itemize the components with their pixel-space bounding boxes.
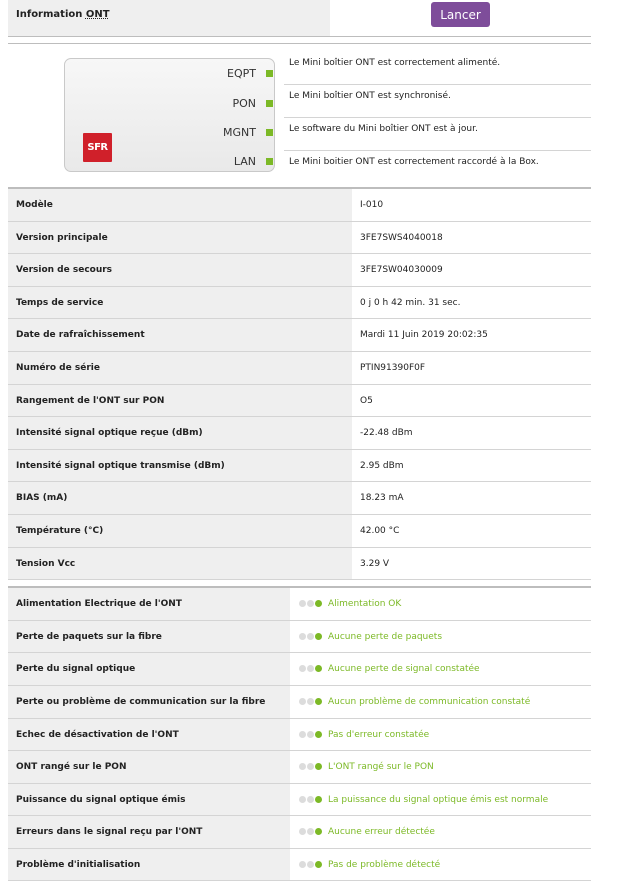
led-lan-indicator [266, 158, 273, 165]
table-row [8, 319, 591, 352]
led-desc-lan: Le Mini boitier ONT est correctement raccordé à la Box. [289, 157, 539, 167]
led-label-lan: LAN [233, 155, 256, 168]
ont-abbr: ONT [85, 9, 110, 20]
row-key: Tension Vcc [8, 548, 352, 580]
status-key: Perte de paquets sur la fibre [8, 621, 290, 653]
status-ok-icon [299, 698, 323, 706]
led-desc-mgnt: Le software du Mini boîtier ONT est à jour. [284, 118, 591, 151]
table-row [8, 254, 591, 287]
row-key: Temps de service [8, 287, 352, 319]
row-value: -22.48 dBm [360, 428, 413, 439]
led-desc-pon: Le Mini boîtier ONT est synchronisé. [284, 85, 591, 118]
status-value: Aucune erreur détectée [328, 827, 435, 838]
row-value: 3FE7SW04030009 [360, 265, 443, 276]
led-mgnt-indicator [266, 129, 273, 136]
status-key: Erreurs dans le signal reçu par l'ONT [8, 816, 290, 848]
status-value: Aucune perte de signal constatée [328, 664, 480, 675]
status-value: L'ONT rangé sur le PON [328, 762, 434, 773]
table-row [8, 189, 591, 222]
table-row [8, 482, 591, 515]
led-eqpt-indicator [266, 70, 273, 77]
table-row [8, 352, 591, 385]
status-value: La puissance du signal optique émis est normale [328, 794, 549, 805]
row-key: Modèle [8, 189, 352, 221]
status-key: Perte du signal optique [8, 653, 290, 685]
led-label-eqpt: EQPT [227, 67, 256, 80]
row-value: 18.23 mA [360, 493, 404, 504]
status-row [8, 686, 591, 719]
ont-device-illustration [64, 58, 275, 172]
row-value: Mardi 11 Juin 2019 20:02:35 [360, 330, 488, 341]
table-row [8, 417, 591, 450]
row-value: 42.00 °C [360, 525, 400, 536]
status-key: Puissance du signal optique émis [8, 784, 290, 816]
row-value: 3.29 V [360, 558, 390, 569]
row-value: 0 j 0 h 42 min. 31 sec. [360, 297, 461, 308]
table-row [8, 222, 591, 255]
led-label-mgnt: MGNT [223, 126, 256, 139]
status-row [8, 849, 591, 881]
ont-info-table [8, 187, 591, 580]
status-value: Pas d'erreur constatée [328, 729, 430, 740]
status-ok-icon [299, 861, 323, 869]
table-row [8, 385, 591, 418]
table-row [8, 287, 591, 320]
ont-info-panel [8, 0, 591, 881]
table-row [8, 515, 591, 548]
status-ok-icon [299, 731, 323, 739]
led-label-pon: PON [232, 97, 256, 110]
status-row [8, 719, 591, 752]
status-row [8, 816, 591, 849]
status-ok-icon [299, 763, 323, 771]
row-value: 3FE7SWS4040018 [360, 232, 443, 243]
status-key: Echec de désactivation de l'ONT [8, 719, 290, 751]
table-row [8, 450, 591, 483]
row-key: Numéro de série [8, 352, 352, 384]
row-key: Rangement de l'ONT sur PON [8, 385, 352, 417]
row-value: PTIN91390F0F [360, 362, 426, 373]
status-key: Perte ou problème de communication sur la fibre [8, 686, 290, 718]
row-key: Date de rafraîchissement [8, 319, 352, 351]
launch-button[interactable]: Lancer [431, 2, 490, 27]
status-ok-icon [299, 600, 323, 608]
ont-status-table [8, 586, 591, 881]
led-desc-eqpt: Le Mini boîtier ONT est correctement alimenté. [284, 52, 591, 85]
row-key: Température (°C) [8, 515, 352, 547]
table-row [8, 548, 591, 581]
status-value: Alimentation OK [328, 599, 402, 610]
row-key: Intensité signal optique transmise (dBm) [8, 450, 352, 482]
status-value: Aucune perte de paquets [328, 631, 443, 642]
status-value: Aucun problème de communication constaté [328, 696, 531, 707]
status-row [8, 784, 591, 817]
status-row [8, 751, 591, 784]
row-value: O5 [360, 395, 373, 406]
status-value: Pas de problème détecté [328, 859, 441, 870]
status-ok-icon [299, 665, 323, 673]
ont-header [8, 0, 591, 37]
ont-info-label [8, 0, 330, 36]
status-ok-icon [299, 828, 323, 836]
row-key: Version principale [8, 222, 352, 254]
led-pon-indicator [266, 100, 273, 107]
row-key: BIAS (mA) [8, 482, 352, 514]
status-key: Alimentation Electrique de l'ONT [8, 588, 290, 620]
sfr-logo: SFR [83, 133, 112, 162]
status-ok-icon [299, 796, 323, 804]
row-key: Version de secours [8, 254, 352, 286]
ont-info-label-text: Information [16, 9, 86, 20]
row-value: I-010 [360, 200, 384, 210]
status-row [8, 588, 591, 621]
status-key: ONT rangé sur le PON [8, 751, 290, 783]
status-row [8, 621, 591, 654]
row-value: 2.95 dBm [360, 460, 404, 471]
row-key: Intensité signal optique reçue (dBm) [8, 417, 352, 449]
status-key: Problème d'initialisation [8, 849, 290, 881]
ont-device-section [8, 43, 591, 181]
status-row [8, 653, 591, 686]
status-ok-icon [299, 633, 323, 641]
